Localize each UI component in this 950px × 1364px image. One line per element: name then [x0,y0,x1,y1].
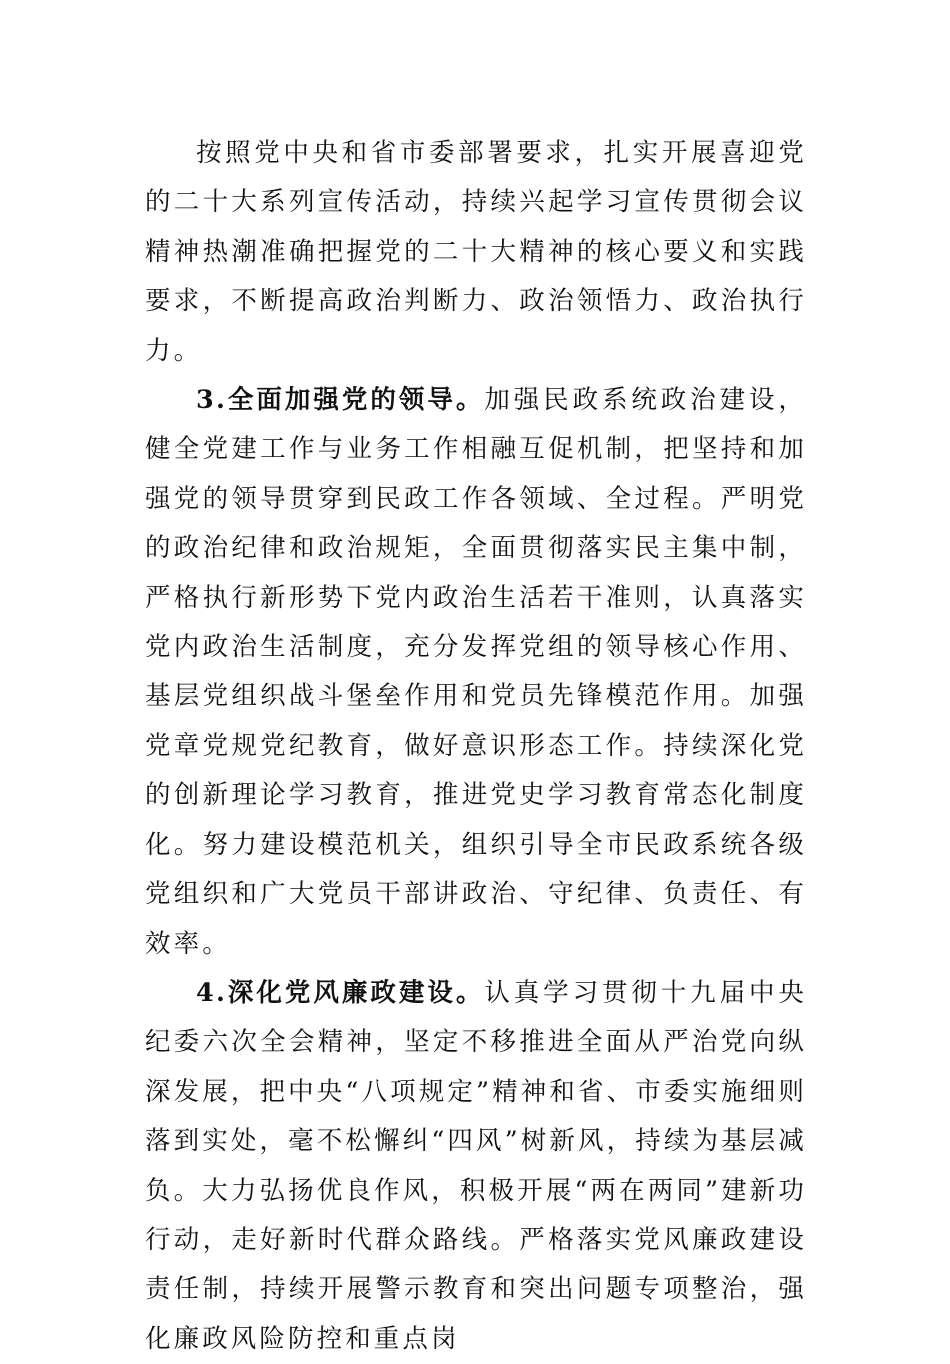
paragraph-body: 按照党中央和省市委部署要求，扎实开展喜迎党的二十大系列宣传活动，持续兴起学习宣传贯彻会议精神热潮准确把握党的二十大精神的核心要义和实践要求，不断提高政治判断力、政治领悟力、政治执行力。 [145,138,807,366]
paragraph-clean-governance [145,969,807,1364]
paragraph-intro [145,129,807,376]
section-heading: 3.全面加强党的领导。 [196,385,485,416]
document-body [145,129,807,1364]
paragraph-body: 认真学习贯彻十九届中央纪委六次全会精神，坚定不移推进全面从严治党向纵深发展，把中央“八项规定”精神和省、市委实施细则落到实处，毫不松懈纠“四风”树新风，持续为基层减负。大力弘扬优良作风，积极开展“两在两同”建新功行动，走好新时代群众路线。严格落实党风廉政建设责任制，持续开展警示教育和突出问题专项整治，强化廉政风险防控和重点岗 [145,977,807,1354]
paragraph-body: 加强民政系统政治建设，健全党建工作与业务工作相融互促机制，把坚持和加强党的领导贯穿到民政工作各领域、全过程。严明党的政治纪律和政治规矩，全面贯彻落实民主集中制，严格执行新形势下党内政治生活若干准则，认真落实党内政治生活制度，充分发挥党组的领导核心作用、基层党组织战斗堡垒作用和党员先锋模范作用。加强党章党规党纪教育，做好意识形态工作。持续深化党的创新理论学习教育，推进党史学习教育常态化制度化。努力建设模范机关，组织引导全市民政系统各级党组织和广大党员干部讲政治、守纪律、负责任、有效率。 [145,385,807,959]
section-heading: 4.深化党风廉政建设。 [196,977,485,1008]
paragraph-party-leadership [145,376,807,969]
